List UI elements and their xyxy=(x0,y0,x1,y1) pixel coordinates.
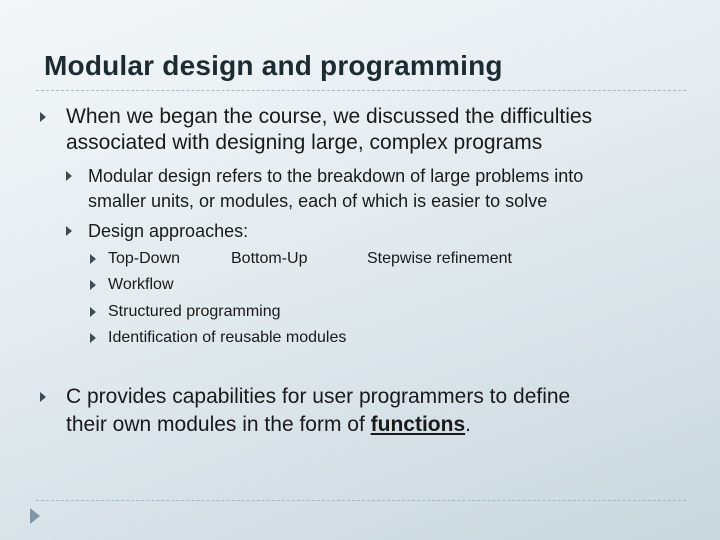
approach-workflow: Workflow xyxy=(108,276,174,293)
bullet-icon xyxy=(66,171,72,181)
bullet-2-line-2 xyxy=(66,412,471,438)
bullet-icon xyxy=(90,307,96,317)
bullet-icon xyxy=(90,333,96,343)
approach-top-down: Top-Down xyxy=(108,250,181,267)
bullet-2-line-2-suffix: . xyxy=(465,413,471,436)
sub-bullet-1-line-1: Modular design refers to the breakdown of large problems into xyxy=(88,166,584,186)
slide-title: Modular design and programming xyxy=(44,50,503,81)
title-divider xyxy=(36,90,686,91)
bullet-2-line-1: C provides capabilities for user programmers to define xyxy=(66,385,571,408)
bullet-1-line-2: associated with designing large, complex programs xyxy=(66,131,543,154)
footer-divider xyxy=(36,500,686,501)
bullet-2-line-2-prefix: their own modules in the form of xyxy=(66,413,371,436)
bullet-icon xyxy=(40,392,46,402)
slide-nav-icon[interactable] xyxy=(30,508,40,524)
approach-stepwise: Stepwise refinement xyxy=(367,250,512,267)
approach-structured: Structured programming xyxy=(108,303,281,320)
sub-bullet-1-line-2: smaller units, or modules, each of which is easier to solve xyxy=(88,191,548,211)
approach-reusable: Identification of reusable modules xyxy=(108,329,347,346)
approach-bottom-up: Bottom-Up xyxy=(231,250,308,267)
functions-keyword: functions xyxy=(370,413,466,436)
bullet-icon xyxy=(90,280,96,290)
bullet-1-line-1: When we began the course, we discussed the difficulties xyxy=(66,105,593,128)
sub-bullet-2: Design approaches: xyxy=(88,221,249,241)
bullet-icon xyxy=(40,112,46,122)
bullet-icon xyxy=(66,226,72,236)
bullet-icon xyxy=(90,254,96,264)
